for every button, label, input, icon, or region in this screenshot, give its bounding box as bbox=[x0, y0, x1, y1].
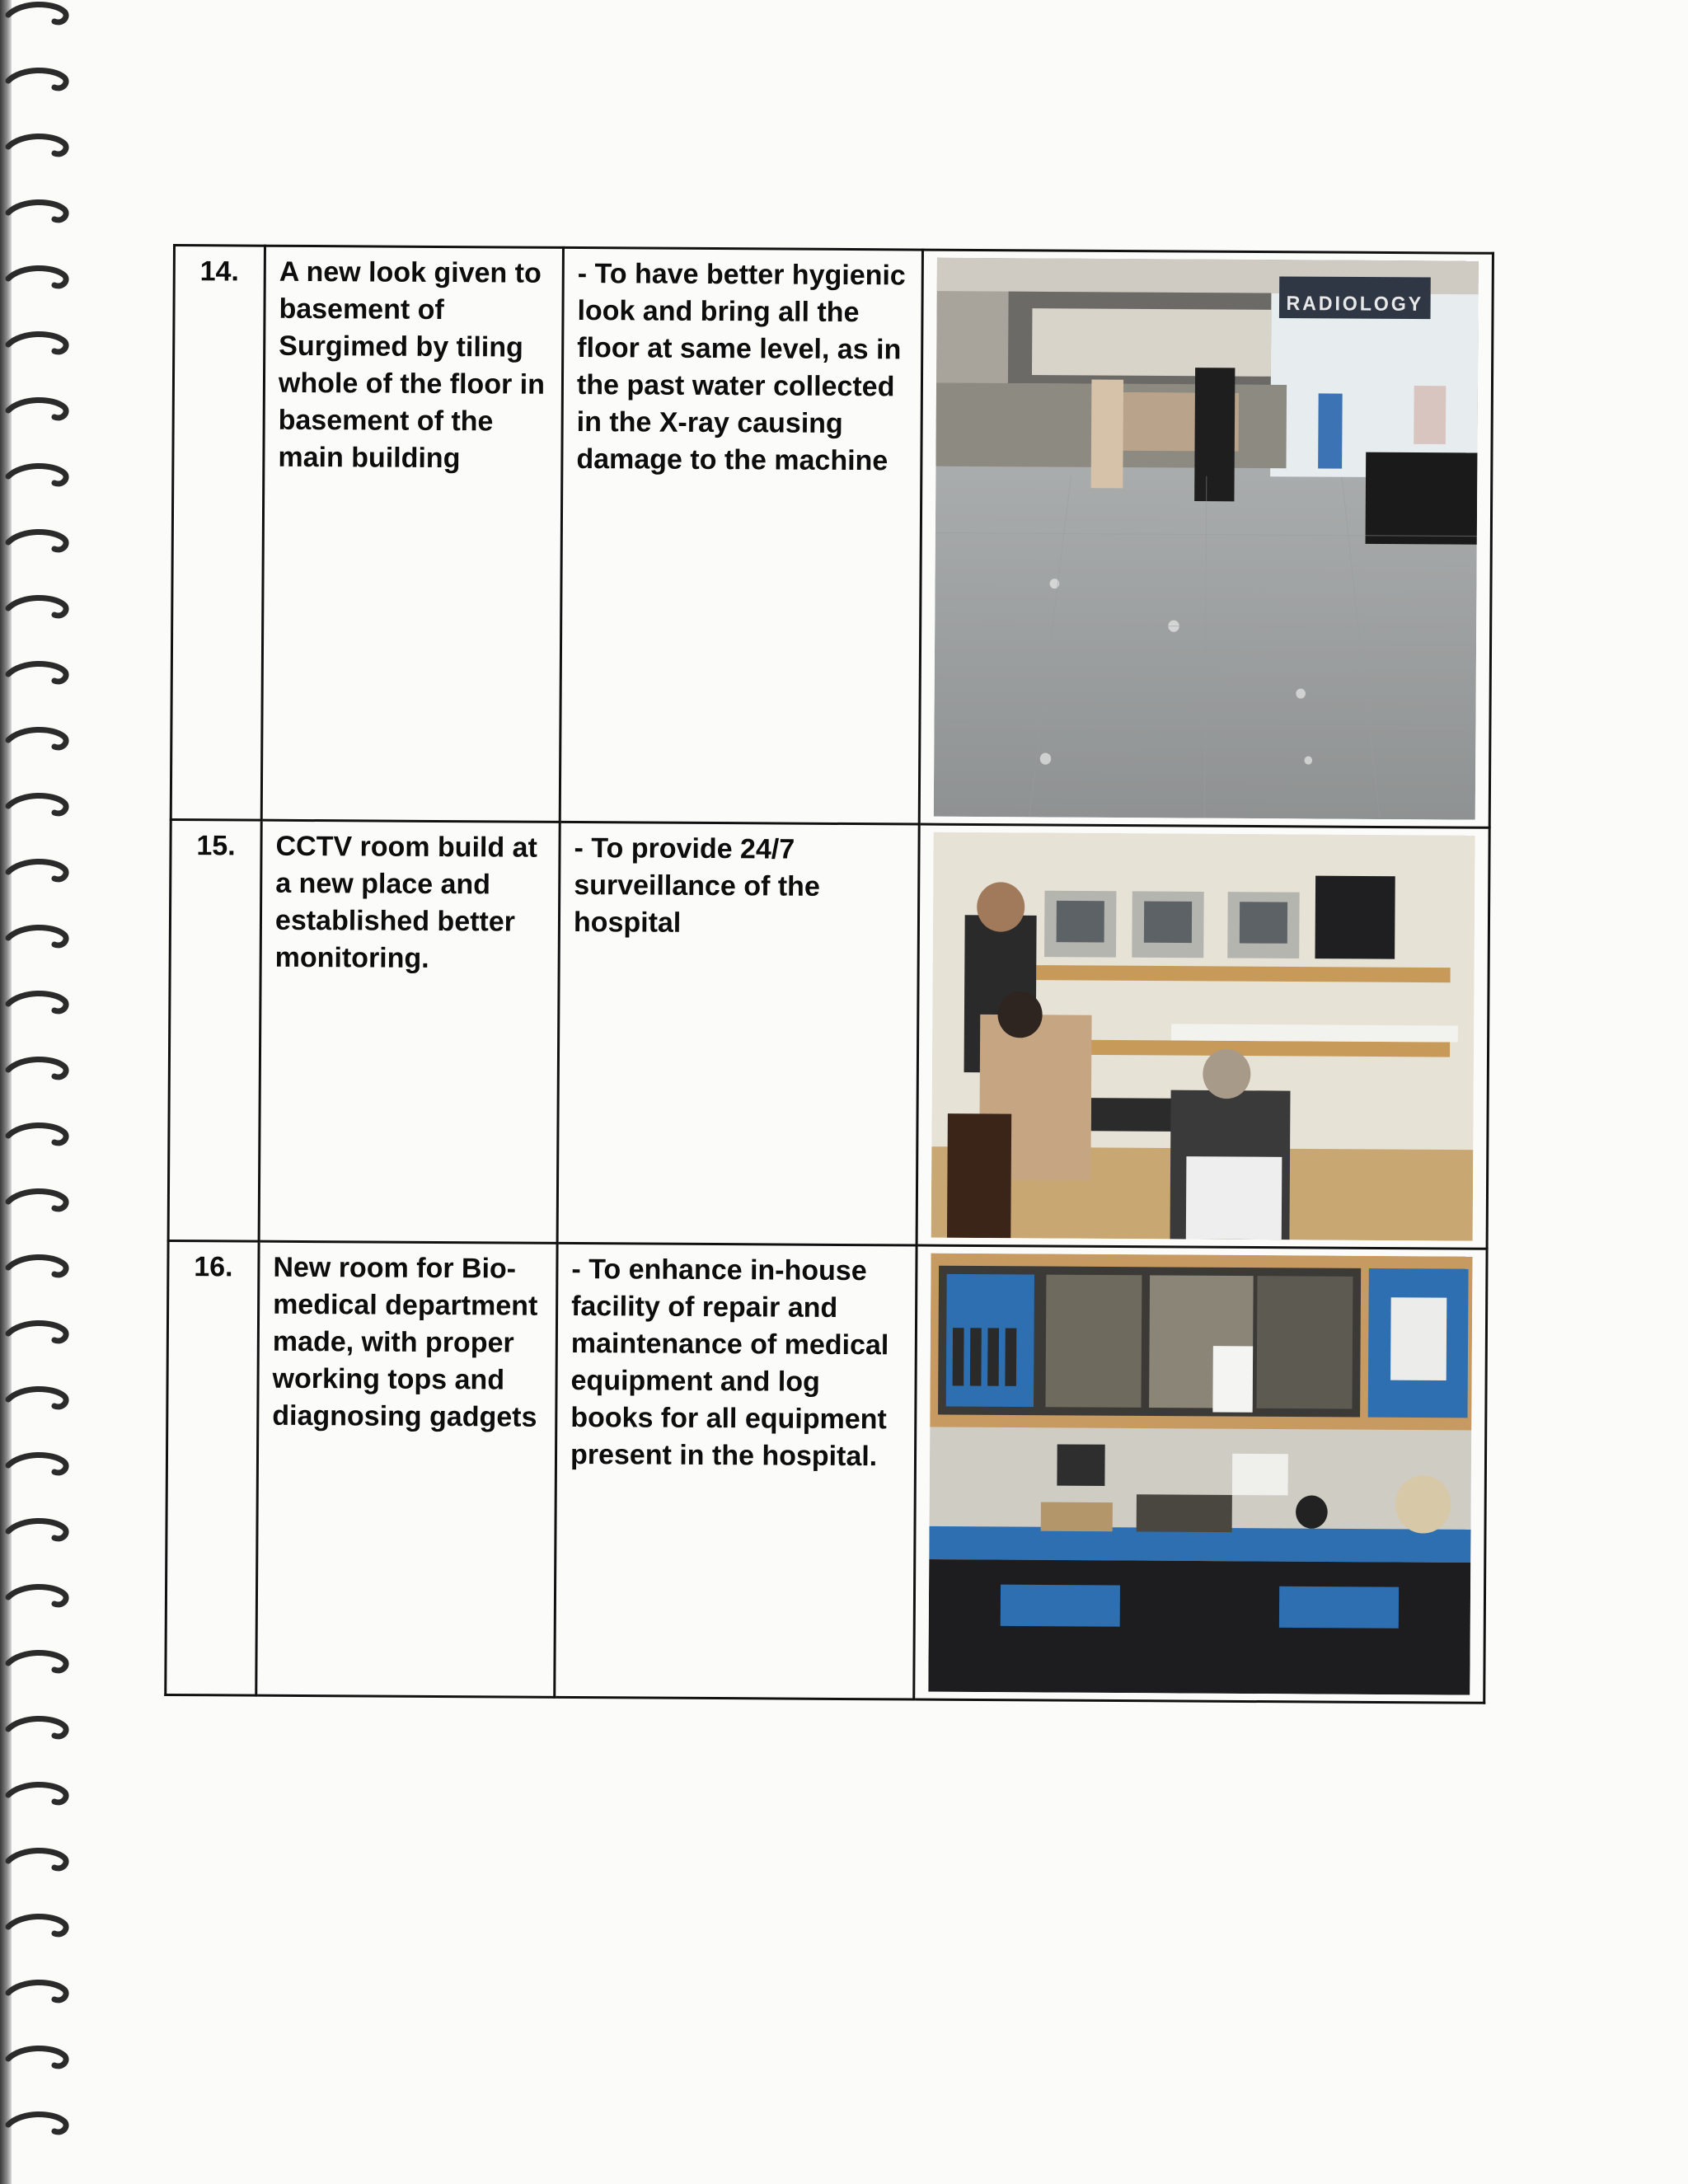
table-row bbox=[166, 1240, 1487, 1703]
binding-ring bbox=[5, 857, 73, 887]
binding-ring bbox=[5, 791, 73, 821]
binding-ring bbox=[5, 1385, 73, 1414]
table-row bbox=[171, 246, 1493, 828]
binding-ring bbox=[5, 198, 73, 227]
spiral-binding bbox=[0, 0, 91, 2184]
binding-ring bbox=[5, 462, 73, 491]
work-purpose: - To have better hygienic look and bring all the floor at same level, as in the past water collected in the X-ray causing damage to the machine bbox=[560, 247, 922, 824]
binding-ring bbox=[5, 593, 73, 623]
table-row bbox=[168, 819, 1489, 1249]
binding-ring bbox=[5, 1648, 73, 1678]
binding-ring bbox=[5, 1780, 73, 1810]
binding-ring bbox=[5, 330, 73, 359]
photo-cell bbox=[917, 824, 1489, 1249]
binding-ring bbox=[5, 1187, 73, 1216]
binding-ring bbox=[5, 2110, 73, 2139]
binding-ring bbox=[5, 989, 73, 1019]
binding-ring bbox=[5, 527, 73, 557]
cctv-room-photo bbox=[931, 832, 1475, 1241]
binding-ring bbox=[5, 264, 73, 293]
binding-ring bbox=[5, 66, 73, 96]
binding-ring bbox=[5, 1253, 73, 1282]
row-number: 16. bbox=[166, 1240, 259, 1695]
work-purpose: - To enhance in-house facility of repair and maintenance of medical equipment and log books for all equipment present in the hospital. bbox=[555, 1243, 917, 1699]
work-purpose: - To provide 24/7 surveillance of the hospital bbox=[557, 822, 919, 1245]
binding-ring bbox=[5, 1121, 73, 1151]
binding-ring bbox=[5, 1319, 73, 1348]
binding-ring bbox=[5, 1582, 73, 1612]
binding-ring bbox=[5, 659, 73, 689]
binding-ring bbox=[5, 2044, 73, 2074]
binding-ring bbox=[5, 1714, 73, 1744]
binding-ring bbox=[5, 725, 73, 755]
basement-floor-photo bbox=[934, 258, 1479, 820]
report-table-wrapper bbox=[173, 244, 1492, 1696]
work-description: CCTV room build at a new place and established better monitoring. bbox=[259, 820, 560, 1243]
photo-cell bbox=[914, 1245, 1487, 1703]
work-description: New room for Bio-medical department made, with proper working tops and diagnosing gadgets bbox=[256, 1241, 557, 1697]
binding-ring bbox=[5, 396, 73, 425]
work-description: A new look given to basement of Surgimed by tiling whole of the floor in basement of the main building bbox=[261, 246, 563, 822]
row-number: 15. bbox=[168, 819, 261, 1241]
binding-ring bbox=[5, 1055, 73, 1085]
binding-ring bbox=[5, 0, 73, 30]
binding-ring bbox=[5, 1451, 73, 1480]
improvement-table bbox=[164, 244, 1494, 1704]
binding-ring bbox=[5, 132, 73, 162]
radiology-sign: RADIOLOGY bbox=[1286, 293, 1424, 316]
photo-cell bbox=[919, 250, 1493, 827]
binding-ring bbox=[5, 1846, 73, 1876]
biomedical-room-photo bbox=[928, 1254, 1472, 1695]
binding-ring bbox=[5, 1912, 73, 1942]
row-number: 14. bbox=[171, 246, 265, 821]
binding-ring bbox=[5, 1978, 73, 2008]
binding-ring bbox=[5, 1516, 73, 1546]
binding-ring bbox=[5, 923, 73, 953]
